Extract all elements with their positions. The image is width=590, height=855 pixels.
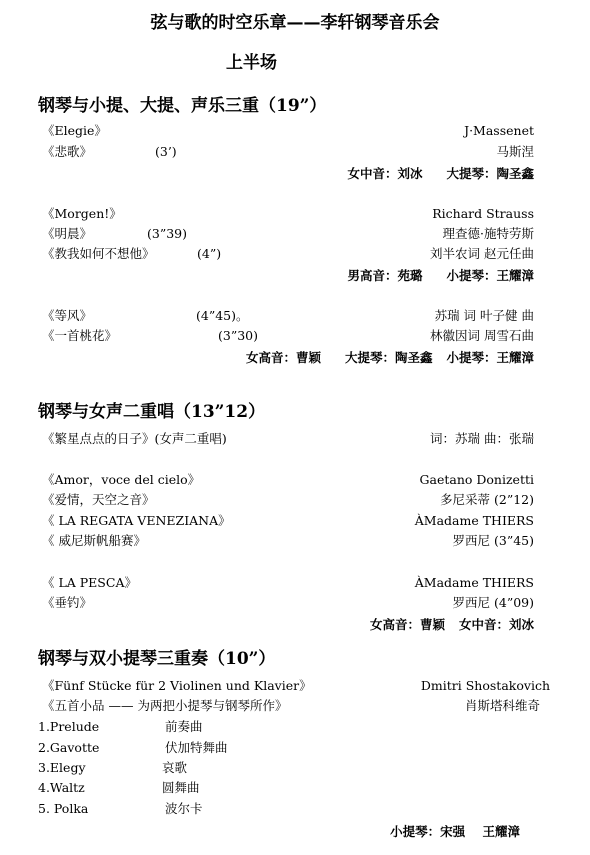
movement-zh: 伏加特舞曲 — [165, 740, 228, 755]
performer: 小提琴：王耀漳 — [446, 268, 534, 283]
composer: J·Massenet — [464, 123, 534, 138]
duration: (3’) — [155, 144, 177, 159]
performer: 女中音：刘冰 — [458, 617, 534, 632]
piece-title: 《 LA REGATA VENEZIANA》 — [42, 513, 231, 528]
performers — [347, 266, 534, 284]
composer: 苏瑞 词 叶子健 曲 — [434, 308, 534, 323]
composer: Richard Strauss — [432, 206, 534, 221]
performers — [246, 348, 534, 366]
performer: 小提琴：王耀漳 — [446, 350, 534, 365]
piece-title: 《爱情，天空之音》 — [42, 492, 155, 507]
performer: 女高音：曹颖 — [245, 350, 321, 365]
movement-en: 3.Elegy — [38, 760, 86, 775]
section-heading-duet: 钢琴与女声二重唱（13”12） — [38, 402, 266, 422]
movement-en: 1.Prelude — [38, 719, 100, 734]
performer: 女高音：曹颖 — [369, 617, 445, 632]
piece-title: 《悲歌》 — [42, 144, 93, 159]
performers — [370, 615, 534, 633]
duration: (4”) — [197, 246, 222, 261]
piece-title: 《明晨》 — [42, 226, 93, 241]
composer: 多尼采蒂 (2”12) — [440, 492, 534, 507]
piece-title: 《等风》 — [42, 308, 93, 323]
section-heading-violin-trio: 钢琴与双小提琴三重奏（10”） — [38, 649, 276, 669]
movement-zh: 圆舞曲 — [162, 780, 200, 795]
piece-title: 《Morgen!》 — [42, 206, 122, 221]
performers — [347, 164, 534, 182]
piece-title: 《Elegie》 — [42, 123, 107, 138]
performer: 大提琴：陶圣鑫 — [344, 350, 433, 365]
composer: ÀMadame THIERS — [414, 513, 534, 528]
movement-en: 2.Gavotte — [38, 740, 100, 755]
movement-zh: 前奏曲 — [165, 719, 203, 734]
piece-title: 《Amor，voce del cielo》 — [42, 472, 201, 487]
composer: 肖斯塔科维奇 — [464, 698, 540, 713]
performers — [390, 822, 520, 840]
section-heading-trio: 钢琴与小提、大提、声乐三重（19”） — [38, 96, 327, 116]
performer: 小提琴：宋强 王耀漳 — [390, 824, 520, 839]
composer: 林徽因词 周雪石曲 — [430, 328, 534, 343]
composer: ÀMadame THIERS — [414, 575, 534, 590]
movement-zh: 哀歌 — [162, 760, 188, 775]
concert-half-label: 上半场 — [226, 53, 277, 73]
piece-title: 《 威尼斯帆船赛》 — [42, 533, 146, 548]
composer: 理查德·施特劳斯 — [442, 226, 534, 241]
performer: 女中音：刘冰 — [347, 166, 423, 181]
piece-title: 《繁星点点的日子》(女声二重唱) — [42, 431, 227, 446]
piece-title: 《教我如何不想他》 — [42, 246, 155, 261]
composer: 刘半农词 赵元任曲 — [430, 246, 534, 261]
piece-title: 《 LA PESCA》 — [42, 575, 137, 590]
piece-title: 《五首小品 —— 为两把小提琴与钢琴所作》 — [42, 698, 288, 713]
composer: 罗西尼 (3”45) — [452, 533, 534, 548]
movement-en: 4.Waltz — [38, 780, 85, 795]
duration: (3”39) — [147, 226, 188, 241]
movement-en: 5. Polka — [38, 801, 89, 816]
piece-title: 《Fünf Stücke für 2 Violinen und Klavier》 — [42, 678, 312, 693]
composer: 罗西尼 (4”09) — [452, 595, 534, 610]
composer: 马斯涅 — [496, 144, 534, 159]
performer: 大提琴：陶圣鑫 — [446, 166, 534, 181]
duration: (3”30) — [218, 328, 259, 343]
composer: 词：苏瑞 曲：张瑞 — [430, 431, 534, 446]
piece-title: 《垂钓》 — [42, 595, 93, 610]
composer: Dmitri Shostakovich — [420, 678, 550, 693]
duration: (4”45)。 — [196, 308, 249, 323]
concert-title: 弦与歌的时空乐章——李轩钢琴音乐会 — [150, 13, 440, 33]
composer: Gaetano Donizetti — [419, 472, 534, 487]
piece-title: 《一首桃花》 — [42, 328, 118, 343]
movement-zh: 波尔卡 — [165, 801, 203, 816]
performer: 男高音：苑璐 — [347, 268, 423, 283]
